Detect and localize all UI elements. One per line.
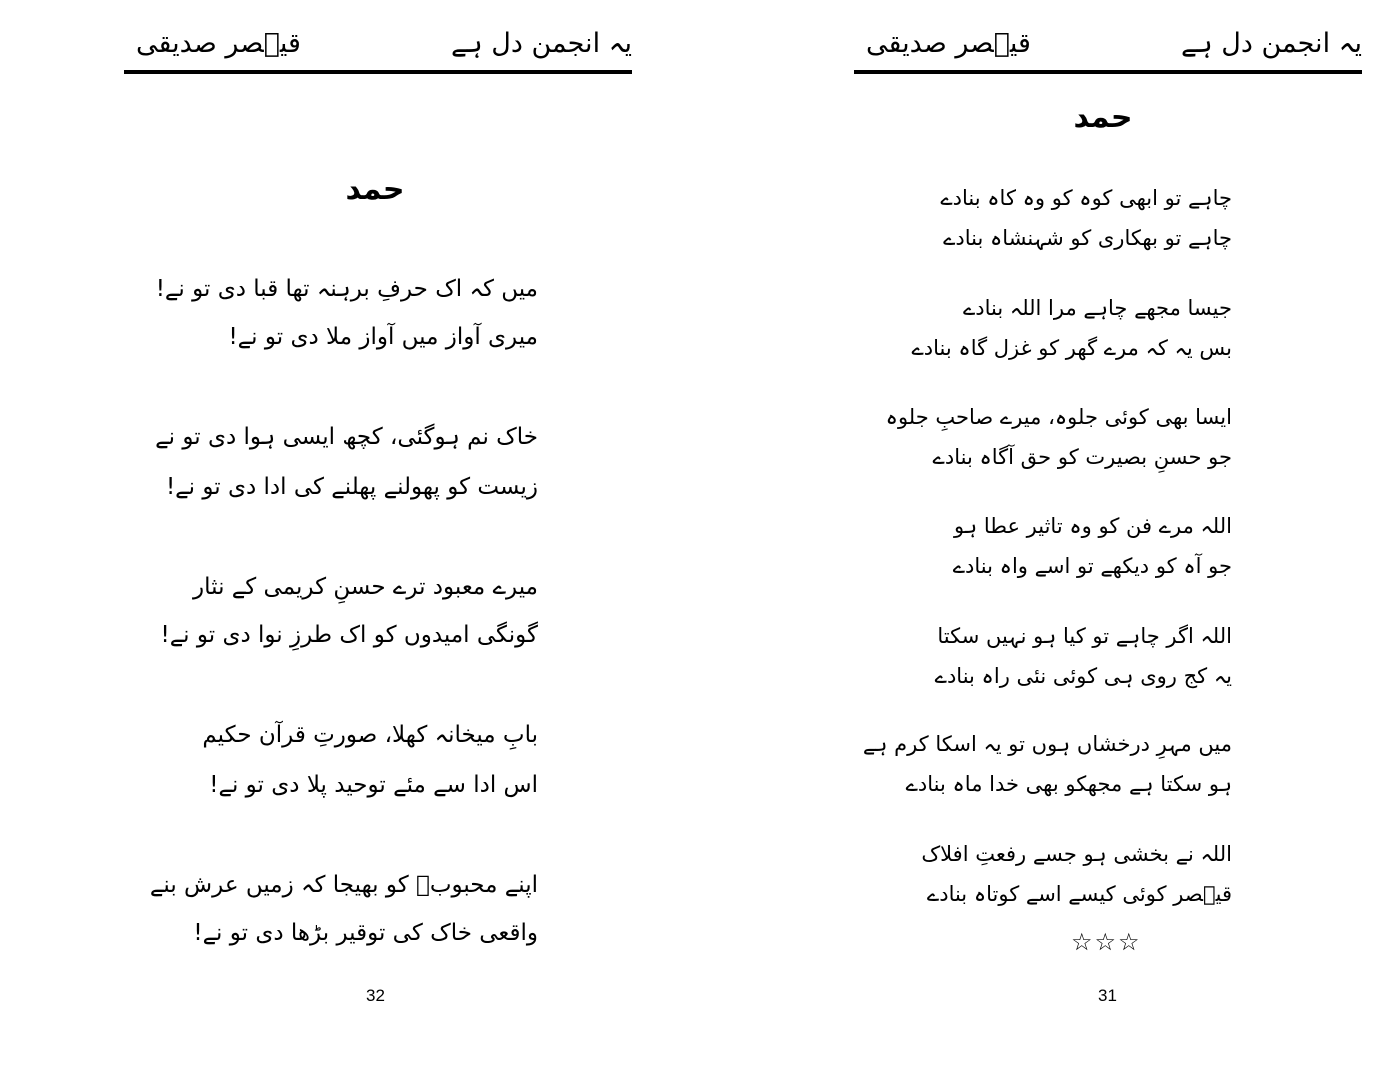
- verse-line: چاہے تو بھکاری کو شہنشاہ بنادے: [943, 226, 1232, 250]
- verse-line: بابِ میخانہ کھلا، صورتِ قرآن حکیم: [202, 722, 538, 748]
- verse-line: گونگی امیدوں کو اک طرزِ نوا دی تو نے!: [160, 622, 538, 648]
- poem-title: حمد: [1073, 100, 1133, 135]
- verse-line: زیست کو پھولنے پھلنے کی ادا دی تو نے!: [165, 474, 538, 500]
- left-page: [0, 0, 698, 1080]
- page-header: [124, 18, 632, 74]
- verse-line: اللہ مرے فن کو وہ تاثیر عطا ہو: [954, 514, 1232, 538]
- poem-title: حمد: [345, 172, 405, 207]
- verse-line: جو حسنِ بصیرت کو حق آگاہ بنادے: [932, 445, 1232, 469]
- right-page: [698, 0, 1397, 1080]
- verse-line: اللہ نے بخشی ہو جسے رفعتِ افلاک: [921, 842, 1232, 866]
- verse-line: اس ادا سے مئے توحید پلا دی تو نے!: [209, 772, 538, 798]
- end-mark-stars: ☆☆☆: [1071, 928, 1142, 956]
- book-title: یہ انجمن دل ہے: [1181, 28, 1362, 59]
- author-name: قیؔصر صدیقی: [866, 28, 1031, 59]
- verse-line: میرے معبود ترے حسنِ کریمی کے نثار: [193, 574, 538, 600]
- verse-line: چاہے تو ابھی کوہ کو وہ کاہ بنادے: [940, 186, 1232, 210]
- verse-line: قیؔصر کوئی کیسے اسے کوتاہ بنادے: [926, 882, 1232, 906]
- page-number: 31: [1098, 986, 1117, 1005]
- verse-line: واقعی خاک کی توقیر بڑھا دی تو نے!: [193, 920, 538, 946]
- verse-line: میں کہ اک حرفِ برہنہ تھا قبا دی تو نے!: [155, 276, 538, 302]
- verse-line: یہ کج روی ہی کوئی نئی راہ بنادے: [934, 664, 1232, 688]
- verse-line: اللہ اگر چاہے تو کیا ہو نہیں سکتا: [937, 624, 1232, 648]
- verse-line: ہو سکتا ہے مجھکو بھی خدا ماہ بنادے: [905, 772, 1232, 796]
- verse-line: ایسا بھی کوئی جلوہ، میرے صاحبِ جلوہ: [885, 405, 1232, 429]
- verse-line: اپنے محبوبؐ کو بھیجا کہ زمیں عرش بنے: [149, 872, 538, 898]
- verse-line: خاک نم ہوگئی، کچھ ایسی ہوا دی تو نے: [155, 424, 538, 450]
- verse-line: بس یہ کہ مرے گھر کو غزل گاہ بنادے: [911, 336, 1232, 360]
- book-title: یہ انجمن دل ہے: [451, 28, 632, 59]
- page-number: 32: [366, 986, 385, 1005]
- verse-line: میری آواز میں آواز ملا دی تو نے!: [228, 324, 538, 350]
- author-name: قیؔصر صدیقی: [136, 28, 301, 59]
- verse-line: میں مہرِ درخشاں ہوں تو یہ اسکا کرم ہے: [862, 732, 1232, 756]
- verse-line: جیسا مجھے چاہے مرا اللہ بنادے: [962, 296, 1232, 320]
- verse-line: جو آہ کو دیکھے تو اسے واہ بنادے: [952, 554, 1232, 578]
- page-header: [854, 18, 1362, 74]
